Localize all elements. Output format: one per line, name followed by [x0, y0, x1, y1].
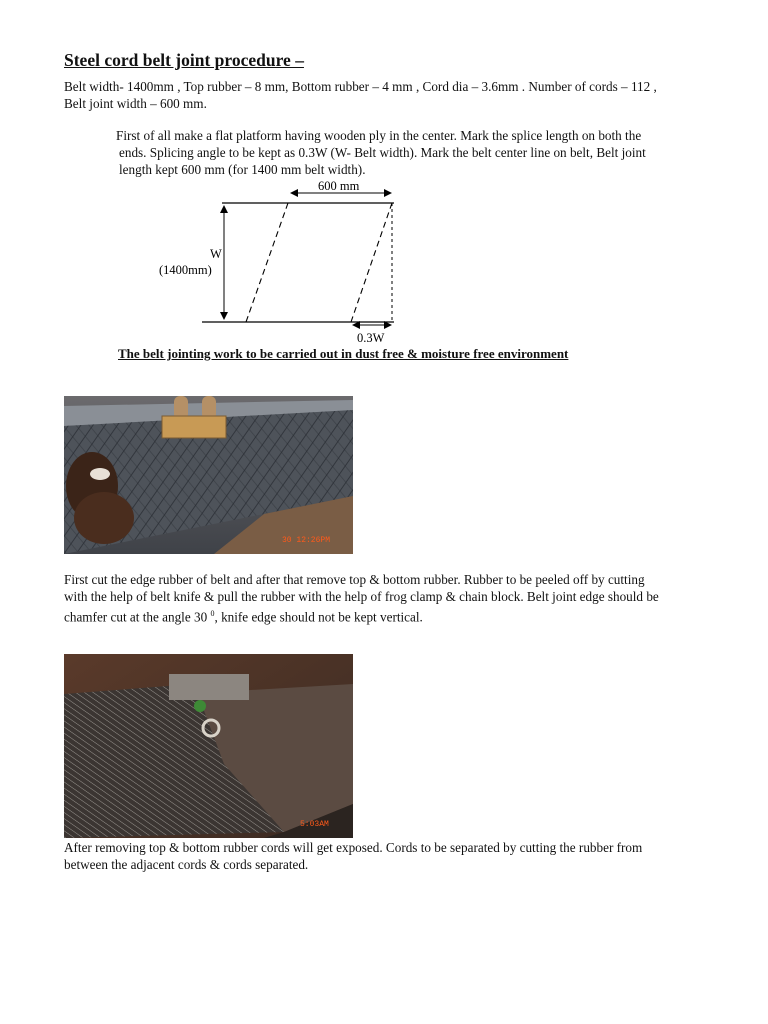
step2-line-1: After removing top & bottom rubber cords will get exposed. Cords to be separated by cutting the rubber from — [64, 840, 643, 855]
document-title: Steel cord belt joint procedure – — [64, 50, 304, 70]
cord-separation-paragraph — [64, 839, 724, 873]
step1-line-3-text: chamfer cut at the angle 30 — [64, 609, 211, 625]
splice-angle-diagram — [150, 176, 430, 348]
rubber-removal-paragraph — [64, 571, 724, 625]
splice-line-right — [351, 203, 392, 322]
step1-line-1: First cut the edge rubber of belt and after that remove top & bottom rubber. Rubber to be peeled off by cutting — [64, 572, 645, 587]
spec-line-2: Belt joint width – 600 mm. — [64, 96, 207, 111]
intro-line-3: length kept 600 mm (for 1400 mm belt width). — [119, 162, 366, 177]
environment-note: The belt jointing work to be carried out in dust free & moisture free environment — [118, 346, 569, 361]
photo2-timestamp: 5:03AM — [300, 820, 329, 829]
offset-label: 0.3W — [357, 331, 385, 345]
belt-specifications — [64, 78, 724, 112]
degree-superscript: 0 — [210, 609, 215, 618]
photo1-timestamp: 30 12:26PM — [282, 536, 331, 545]
intro-paragraph — [116, 127, 716, 178]
joint-length-label: 600 mm — [318, 179, 360, 193]
step1-line-3 — [64, 605, 724, 625]
step1-line-3-end: , knife edge should not be kept vertical. — [214, 609, 423, 625]
intro-line-1: First of all make a flat platform having wooden ply in the center. Mark the splice length on both the — [116, 128, 642, 143]
spec-line-1: Belt width- 1400mm , Top rubber – 8 mm, Bottom rubber – 4 mm , Cord dia – 3.6mm . Number of cords – 112 , — [64, 79, 657, 94]
intro-line-2: ends. Splicing angle to be kept as 0.3W (W- Belt width). Mark the belt center line on belt, Belt joint — [119, 145, 646, 160]
width-value-label: (1400mm) — [159, 263, 212, 277]
step2-line-2: between the adjacent cords & cords separated. — [64, 857, 309, 872]
width-label: W — [210, 247, 222, 261]
exposed-cords-photo — [64, 654, 353, 838]
belt-peeling-photo — [64, 396, 353, 554]
splice-line-left — [246, 203, 288, 322]
step1-line-2: with the help of belt knife & pull the rubber with the help of frog clamp & chain block. Belt joint edge should be — [64, 589, 659, 604]
